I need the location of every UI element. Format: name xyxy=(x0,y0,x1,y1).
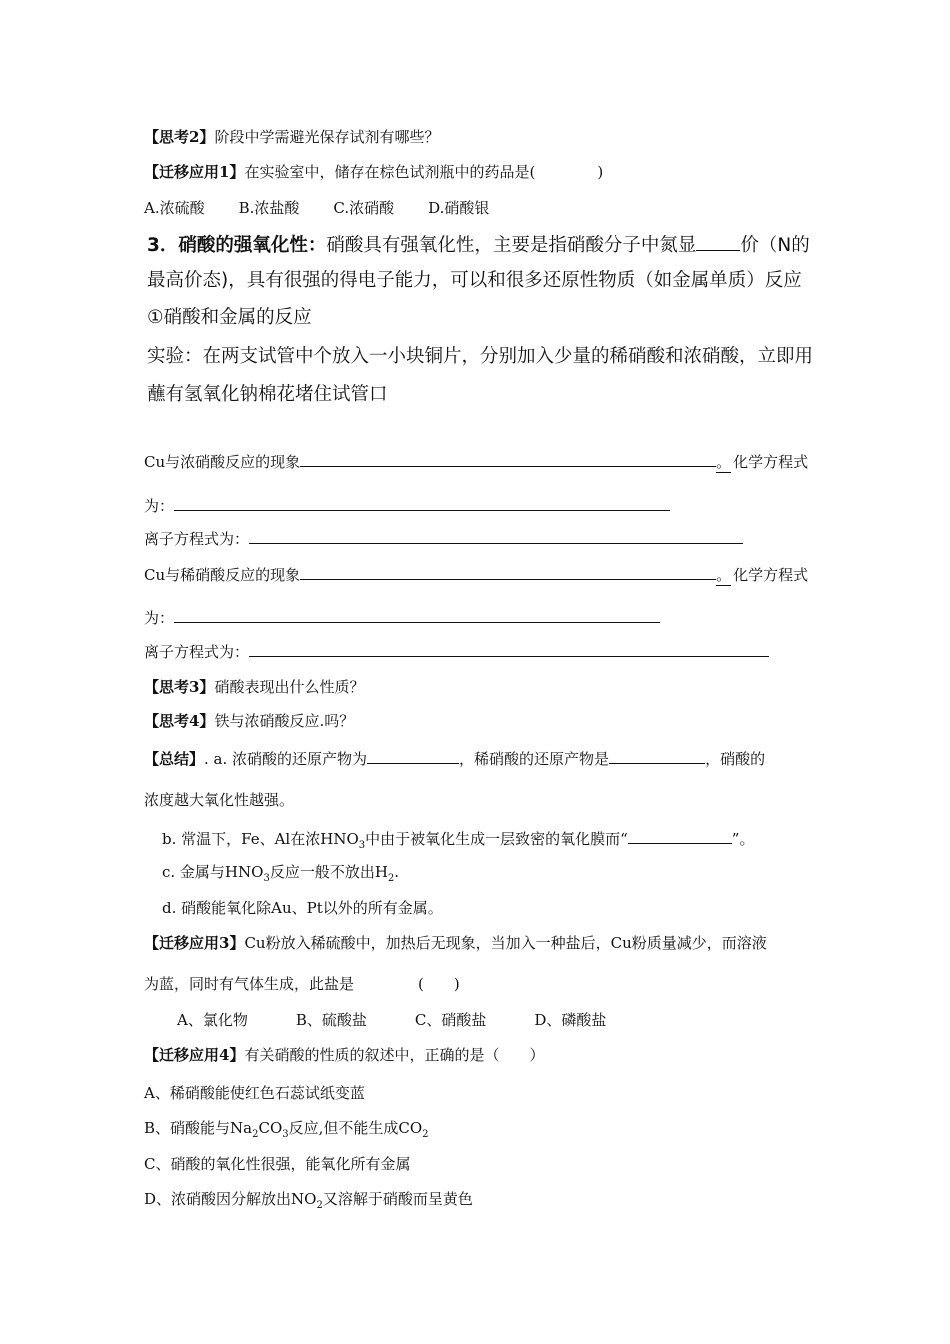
app3-line xyxy=(144,933,767,953)
app4-b3: 反应,但不能生成CO xyxy=(288,1119,423,1137)
app1-option-c: C.浓硝酸 xyxy=(333,199,395,217)
section3-text1: 硝酸具有强氧化性，主要是指硝酸分子中氮显 xyxy=(326,235,697,256)
conc-tail: 化学方程式 xyxy=(733,453,809,471)
app1-close: ) xyxy=(597,163,604,181)
app4-option-b xyxy=(144,1118,429,1138)
app4-d-sub: 2 xyxy=(316,1200,323,1211)
summary-a3: ，硝酸的 xyxy=(705,750,766,768)
app4-b2: CO xyxy=(258,1119,283,1137)
dilute-ionic-label: 离子方程式为： xyxy=(144,643,250,661)
app1-option-d: D.硝酸银 xyxy=(428,199,490,217)
conc-product-blank xyxy=(367,748,459,764)
think3-line xyxy=(144,677,364,697)
app1-option-b: B.浓盐酸 xyxy=(238,199,300,217)
app3-option-b: B、硫酸盐 xyxy=(295,1011,367,1029)
dilute-phenomenon-blank xyxy=(300,564,716,580)
dilute-product-blank xyxy=(609,748,705,764)
app4-b-sub2: 3 xyxy=(282,1129,289,1140)
think4-label: 【思考4】 xyxy=(144,712,215,730)
conc-ionic-blank xyxy=(249,528,743,544)
app4-d2: 又溶解于硝酸而呈黄色 xyxy=(322,1190,473,1208)
dilute-equation-line xyxy=(144,607,660,628)
conc-phenomenon-blank xyxy=(300,451,716,467)
app4-option-c: C、硝酸的氧化性很强，能氧化所有金属 xyxy=(144,1155,411,1173)
summary-c1: c. 金属与HNO xyxy=(162,863,264,881)
dilute-wei: 为： xyxy=(144,609,175,627)
dilute-phenomenon-line xyxy=(144,564,808,586)
summary-label: 【总结】 xyxy=(144,750,205,768)
section3-heading: 3．硝酸的强氧化性： xyxy=(147,235,327,256)
dilute-ionic-line xyxy=(144,641,769,662)
conc-phenomenon-label: Cu与浓硝酸反应的现象 xyxy=(144,453,301,471)
app4-option-d xyxy=(144,1189,473,1209)
think2-line xyxy=(144,127,439,147)
summary-c-sub2: 2 xyxy=(387,873,395,884)
app4-b1: B、硝酸能与Na xyxy=(144,1119,253,1137)
conc-phenomenon-line xyxy=(144,451,808,473)
section3-line1 xyxy=(147,232,810,259)
summary-c2: 反应一般不放出H xyxy=(269,863,388,881)
summary-b2: 中由于被氧化生成一层致密的氧化膜而“ xyxy=(365,830,628,848)
summary-b-line xyxy=(162,828,754,849)
summary-a2: ，稀硝酸的还原产物是 xyxy=(459,750,610,768)
summary-b3: ”。 xyxy=(731,830,755,848)
section3-line2: 最高价态)，具有很强的得电子能力，可以和很多还原性物质（如金属单质）反应 xyxy=(147,270,802,291)
summary-b-sub: 3 xyxy=(358,840,366,851)
passivation-blank xyxy=(628,828,732,844)
app3-cont-line xyxy=(144,974,460,994)
app1-label: 【迁移应用1】 xyxy=(144,163,245,181)
app3-paren: ( ) xyxy=(418,975,460,993)
conc-ionic-line xyxy=(144,528,743,549)
app1-option-a: A.浓硫酸 xyxy=(144,199,205,217)
dilute-tail: 化学方程式 xyxy=(733,566,809,584)
think2-label: 【思考2】 xyxy=(144,128,215,146)
section3-line4: 实验：在两支试管中个放入一小块铜片，分别加入少量的稀硝酸和浓硝酸，立即用 xyxy=(147,346,814,367)
app3-option-a: A、氯化物 xyxy=(177,1011,248,1029)
conc-equation-line xyxy=(144,495,670,516)
think3-text: 硝酸表现出什么性质？ xyxy=(214,678,365,696)
conc-dot: 。 xyxy=(716,453,732,471)
app3-options xyxy=(177,1010,606,1030)
conc-ionic-label: 离子方程式为： xyxy=(144,530,250,548)
summary-d: d. 硝酸能氧化除Au、Pt以外的所有金属。 xyxy=(162,899,443,917)
app3-option-c: C、硝酸盐 xyxy=(414,1011,487,1029)
conc-wei: 为： xyxy=(144,497,175,515)
app1-line xyxy=(144,162,603,182)
summary-a1: . a. 浓硝酸的还原产物为 xyxy=(204,750,368,768)
app4-d1: D、浓硝酸因分解放出NO xyxy=(144,1190,317,1208)
think4-line xyxy=(144,711,354,731)
app3-cont: 为蓝，同时有气体生成，此盐是 xyxy=(144,975,355,993)
app4-option-a: A、稀硝酸能使红色石蕊试纸变蓝 xyxy=(144,1084,365,1102)
app3-option-d: D、磷酸盐 xyxy=(534,1011,607,1029)
app1-options xyxy=(144,198,489,218)
summary-c3: . xyxy=(394,863,400,881)
app1-text: 在实验室中，储存在棕色试剂瓶中的药品是( xyxy=(244,163,536,181)
dilute-ionic-blank xyxy=(249,641,769,657)
summary-b1: b. 常温下，Fe、Al在浓HNO xyxy=(162,830,359,848)
conc-equation-blank xyxy=(174,495,670,511)
summary-c-line xyxy=(162,862,399,882)
app3-text: Cu粉放入稀硫酸中，加热后无现象，当加入一种盐后，Cu粉质量减少，而溶液 xyxy=(244,934,767,952)
app4-label: 【迁移应用4】 xyxy=(144,1046,245,1064)
dilute-dot: 。 xyxy=(716,566,732,584)
valence-blank xyxy=(696,232,740,251)
app4-line xyxy=(144,1045,544,1065)
think3-label: 【思考3】 xyxy=(144,678,215,696)
section3-text1-end: 价（N的 xyxy=(740,235,810,256)
dilute-equation-blank xyxy=(174,607,660,623)
section3-line3: ①硝酸和金属的反应 xyxy=(147,307,312,328)
app4-text: 有关硝酸的性质的叙述中，正确的是（ ） xyxy=(244,1046,545,1064)
app4-b-sub1: 2 xyxy=(252,1129,259,1140)
think2-text: 阶段中学需避光保存试剂有哪些？ xyxy=(214,128,440,146)
think4-text: 铁与浓硝酸反应.吗？ xyxy=(214,712,355,730)
dilute-phenomenon-label: Cu与稀硝酸反应的现象 xyxy=(144,566,301,584)
summary-a-line xyxy=(144,748,765,769)
summary-a-cont: 浓度越大氧化性越强。 xyxy=(144,791,295,809)
section3-line5: 蘸有氢氧化钠棉花堵住试管口 xyxy=(147,384,388,405)
summary-c-sub: 3 xyxy=(263,873,270,884)
app3-label: 【迁移应用3】 xyxy=(144,934,245,952)
app4-b-sub3: 2 xyxy=(422,1129,429,1140)
